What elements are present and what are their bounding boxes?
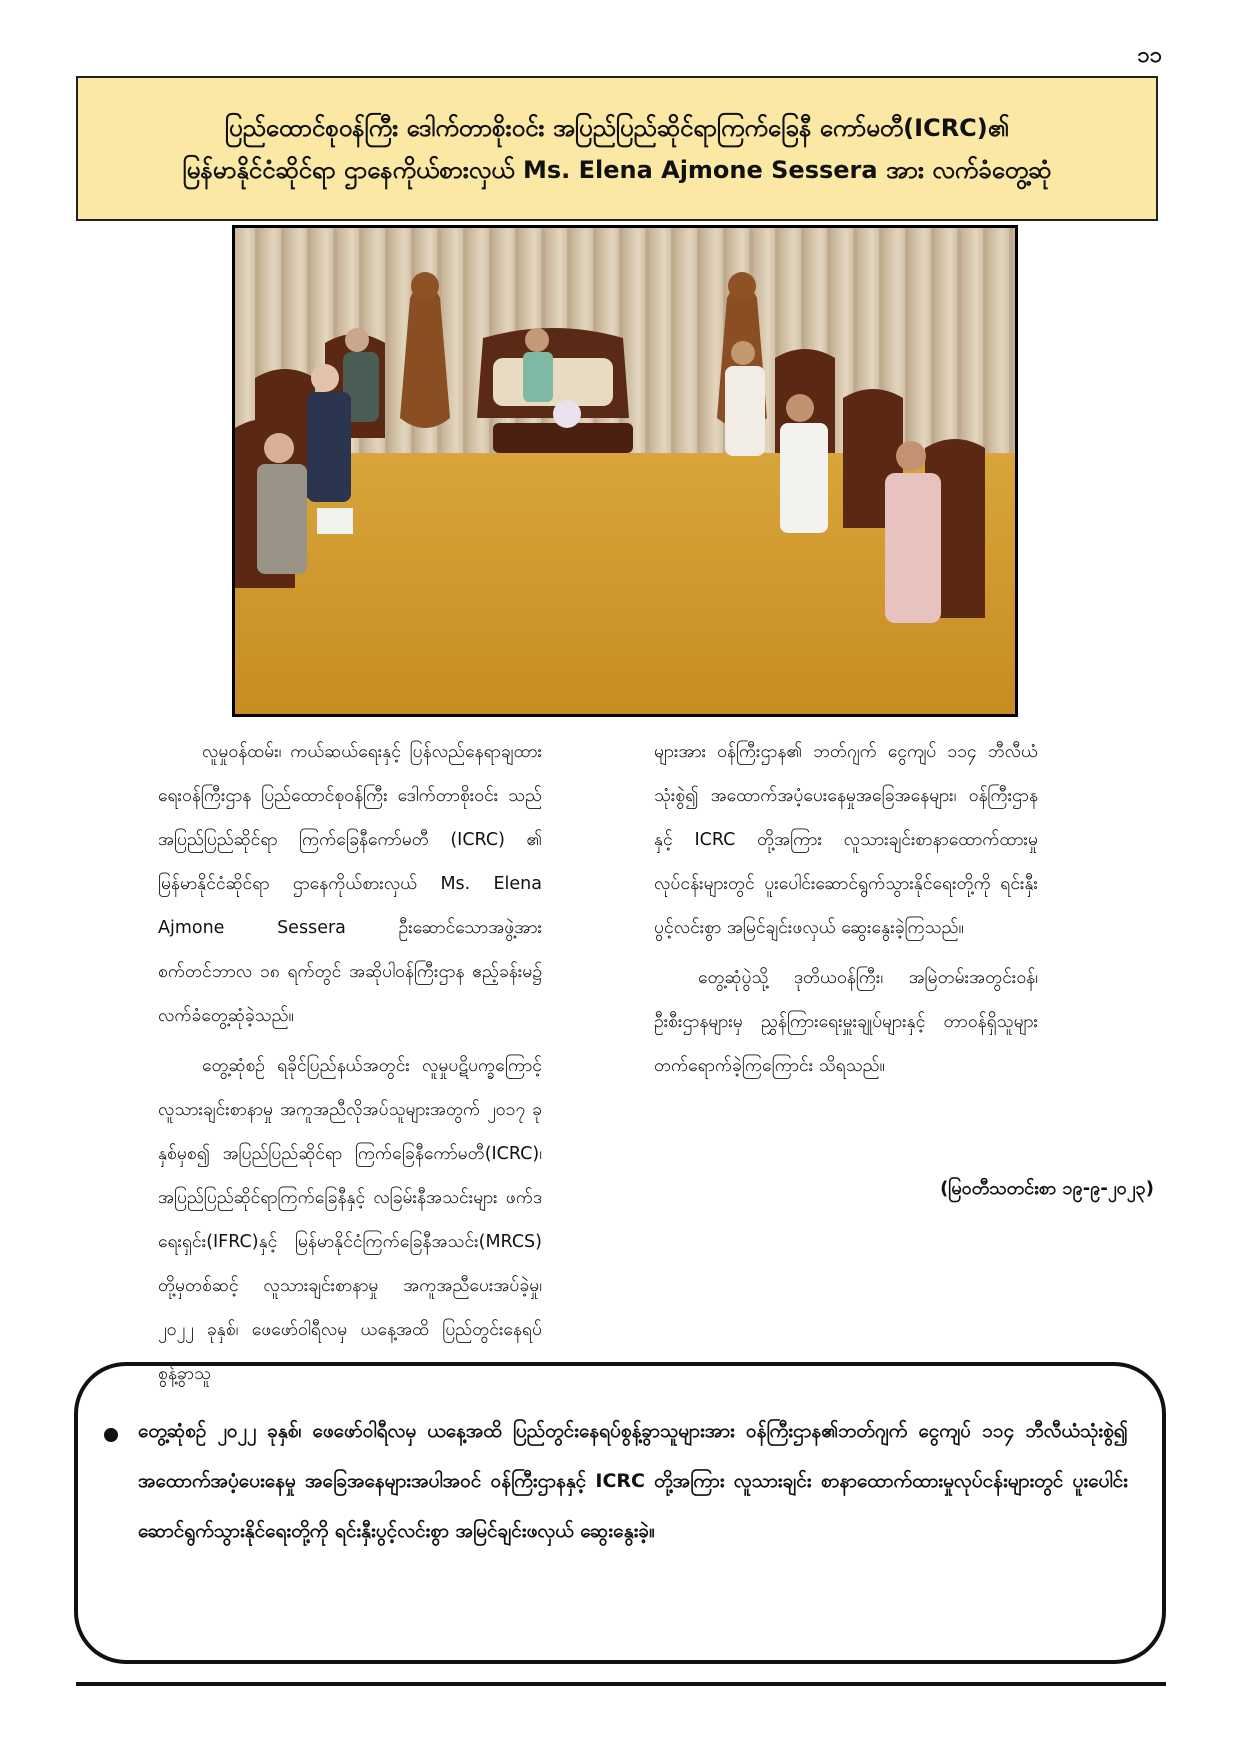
host-figure <box>523 352 553 402</box>
guest-3 <box>257 464 307 574</box>
official-3 <box>885 473 941 623</box>
bottom-divider <box>76 1682 1166 1686</box>
summary-text: တွေ့ဆုံစဉ် ၂၀၂၂ ခုနှစ်၊ ဖေဖော်ဝါရီလမှ ယနေ့အထိ ပြည်တွင်းနေရပ်စွန့်ခွာသူများအား ဝန်ကြီးဌာန၏ဘတ်ဂျက် ငွေကျပ် ၁၁၄ ဘီလီယံသုံးစွဲ၍ အထောက်အပံ့ပေးနေမှု အခြေအနေများအပါအဝင် ဝန်ကြီးဌာနနှင့် ICRC တို့အကြား လူသားချင်း စာနာထောက်ထားမှုလုပ်ငန်းများတွင် ပူးပေါင်းဆောင်ရွက်သွားနိုင်ရေးတို့ကို ရင်းနှီးပွင့်လင်းစွာ အမြင်ချင်းဖလှယ် ဆွေးနွေးခဲ့။ <box>138 1420 1128 1542</box>
official-2 <box>780 423 828 533</box>
article-paragraph: များအား ဝန်ကြီးဌာန၏ ဘတ်ဂျက် ငွေကျပ် ၁၁၄ ဘီလီယံ သုံးစွဲ၍ အထောက်အပံ့ပေးနေမှုအခြေအနေများ၊ ဝန်ကြီးဌာန နှင့် ICRC တို့အကြား လူသားချင်းစာနာထောက်ထားမှုလုပ်ငန်းများတွင် ပူးပေါင်းဆောင်ရွက်သွားနိုင်ရေးတို့ကို ရင်းနှီးပွင့်လင်းစွာ အမြင်ချင်းဖလှယ် ဆွေးနွေးခဲ့ကြသည်။ <box>654 742 1038 938</box>
article-paragraph: တွေ့ဆုံစဉ် ရခိုင်ပြည်နယ်အတွင်း လူမှုပဋိပက္ခကြောင့် လူသားချင်းစာနာမှု အကူအညီလိုအပ်သူများအတွက် ၂၀၁၇ ခုနှစ်မှစ၍ အပြည်ပြည်ဆိုင်ရာ ကြက်ခြေနီကော်မတီ(ICRC)၊ အပြည်ပြည်ဆိုင်ရာကြက်ခြေနီနှင့် လခြမ်းနီအသင်းများ ဖက်ဒရေးရှင်း(IFRC)နှင့် မြန်မာနိုင်ငံကြက်ခြေနီအသင်း(MRCS) တို့မှတစ်ဆင့် လူသားချင်းစာနာမှု အကူအညီပေးအပ်ခဲ့မှု၊ ၂၀၂၂ ခုနှစ်၊ ဖေဖော်ဝါရီလမှ ယနေ့အထိ ပြည်တွင်းနေရပ်စွန့်ခွာသူ <box>158 1056 542 1384</box>
article-column-left <box>158 730 542 1396</box>
headline-line-2: မြန်မာနိုင်ငံဆိုင်ရာ ဌာနေကိုယ်စားလှယ် Ms. Elena Ajmone Sessera အား လက်ခံတွေ့ဆုံ <box>182 155 1052 184</box>
meeting-photo-illustration <box>235 228 1015 714</box>
article-paragraph: တွေ့ဆုံပွဲသို့ ဒုတိယဝန်ကြီး၊ အမြဲတမ်းအတွင်းဝန်၊ ဦးစီးဌာနများမှ ညွှန်ကြားရေးမှူးချုပ်များနှင့် တာဝန်ရှိသူများ တက်ရောက်ခဲ့ကြကြောင်း သိရသည်။ <box>654 968 1038 1076</box>
bullet-icon <box>104 1428 118 1442</box>
summary-box <box>74 1362 1166 1664</box>
official-1 <box>725 366 765 456</box>
headline-line-1: ပြည်ထောင်စုဝန်ကြီး ဒေါက်တာစိုးဝင်း အပြည်ပြည်ဆိုင်ရာကြက်ခြေနီ ကော်မတီ(ICRC)၏ <box>224 113 1010 142</box>
page-number: ၁၁ <box>1137 43 1162 68</box>
meeting-photo <box>232 225 1018 717</box>
article-paragraph: လူမှုဝန်ထမ်း၊ ကယ်ဆယ်ရေးနှင့် ပြန်လည်နေရာချထားရေးဝန်ကြီးဌာန ပြည်ထောင်စုဝန်ကြီး ဒေါက်တာစိုးဝင်း သည် အပြည်ပြည်ဆိုင်ရာ ကြက်ခြေနီကော်မတီ (ICRC) ၏ မြန်မာနိုင်ငံဆိုင်ရာ ဌာနေကိုယ်စားလှယ် Ms. Elena Ajmone Sessera ဦးဆောင်သောအဖွဲ့အား စက်တင်ဘာလ ၁၈ ရက်တွင် အဆိုပါဝန်ကြီးဌာန ဧည့်ခန်းမ၌ လက်ခံတွေ့ဆုံခဲ့သည်။ <box>158 742 542 1026</box>
guest-2 <box>307 392 351 502</box>
headline-box <box>76 76 1158 221</box>
coffee-table <box>493 423 633 453</box>
news-source: (မြဝတီသတင်းစာ ၁၉-၉-၂၀၂၃) <box>940 1178 1154 1199</box>
article-column-right <box>654 730 1038 1088</box>
